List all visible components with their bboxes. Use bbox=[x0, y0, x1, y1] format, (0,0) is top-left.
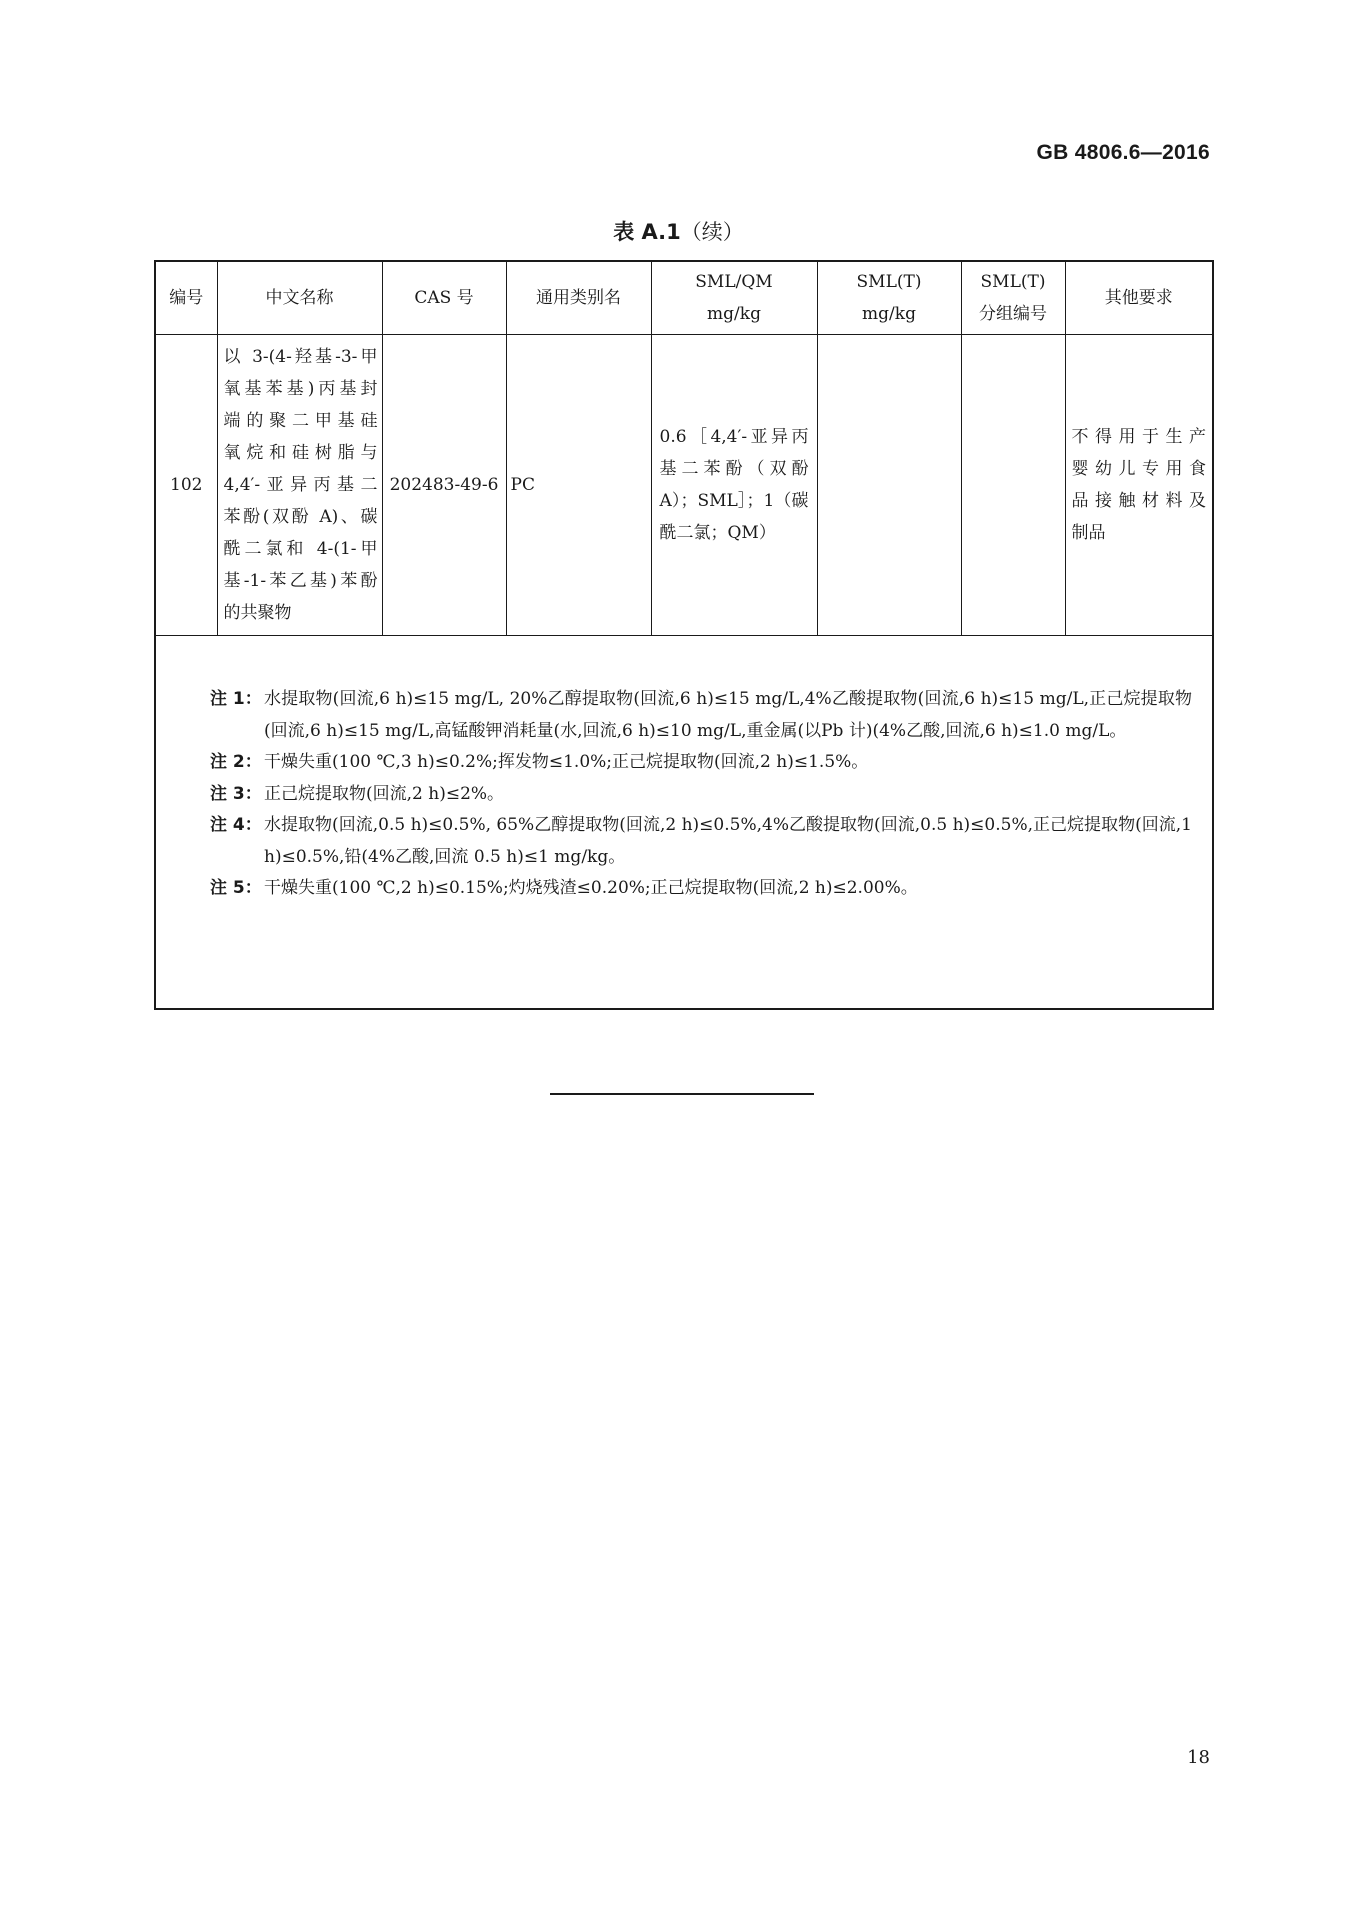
note-2 bbox=[210, 747, 1192, 779]
table-row bbox=[155, 335, 1213, 636]
cell-general-category: PC bbox=[506, 335, 651, 636]
note-text: 干燥失重(100 ℃,3 h)≤0.2%;挥发物≤1.0%;正己烷提取物(回流,2 h)≤1.5%。 bbox=[264, 752, 869, 772]
note-text: 干燥失重(100 ℃,2 h)≤0.15%;灼烧残渣≤0.20%;正己烷提取物(回流,2 h)≤2.00%。 bbox=[264, 878, 918, 898]
note-label: 注 2： bbox=[210, 752, 262, 772]
cell-sml-qm: 0.6［4,4′-亚异丙 基二苯酚（双酚 A）；SML］；1（碳 酰二氯；QM） bbox=[651, 335, 817, 636]
header-other-requirements: 其他要求 bbox=[1065, 261, 1213, 335]
header-general-category: 通用类别名 bbox=[506, 261, 651, 335]
notes-cell bbox=[155, 636, 1213, 1010]
note-label: 注 4： bbox=[210, 815, 262, 835]
header-row bbox=[155, 261, 1213, 335]
notes-list bbox=[210, 684, 1192, 905]
note-label: 注 5： bbox=[210, 878, 262, 898]
note-3 bbox=[210, 779, 1192, 811]
table-caption-suffix: （续） bbox=[680, 220, 744, 244]
header-chinese-name: 中文名称 bbox=[217, 261, 382, 335]
cell-chinese-name: 以 3-(4-羟基-3-甲 氧基苯基)丙基封 端的聚二甲基硅 氧烷和硅树脂与 4,4′-亚异丙基二 苯酚(双酚 A)、碳 酰二氯和 4-(1-甲 基-1-苯乙基)苯酚 的共聚物 bbox=[217, 335, 382, 636]
header-num: 编号 bbox=[155, 261, 217, 335]
table-caption-label: 表 A.1 bbox=[613, 220, 681, 244]
notes-row bbox=[155, 636, 1213, 1010]
cell-sml-t bbox=[817, 335, 961, 636]
header-cas: CAS 号 bbox=[382, 261, 506, 335]
cell-num: 102 bbox=[155, 335, 217, 636]
note-text: 水提取物(回流,0.5 h)≤0.5%, 65%乙醇提取物(回流,2 h)≤0.5%,4%乙酸提取物(回流,0.5 h)≤0.5%,正己烷提取物(回流,1 h)≤0.5%,铅(4%乙酸,回流 0.5 h)≤1 mg/kg。 bbox=[264, 815, 1192, 867]
standard-number: GB 4806.6—2016 bbox=[1036, 141, 1210, 164]
note-label: 注 3： bbox=[210, 783, 262, 804]
note-label: 注 1： bbox=[210, 689, 262, 709]
cell-sml-t-group bbox=[961, 335, 1065, 636]
note-5 bbox=[210, 873, 1192, 905]
note-text: 水提取物(回流,6 h)≤15 mg/L, 20%乙醇提取物(回流,6 h)≤15 mg/L,4%乙酸提取物(回流,6 h)≤15 mg/L,正己烷提取物(回流,6 h)≤15 mg/L,高锰酸钾消耗量(水,回流,6 h)≤10 mg/L,重金属(以Pb 计)(4%乙酸,回流,6 h)≤1.0 mg/L。 bbox=[264, 689, 1192, 741]
cell-cas: 202483-49-6 bbox=[382, 335, 506, 636]
substance-table bbox=[154, 260, 1214, 1010]
header-sml-t: SML(T) mg/kg bbox=[817, 261, 961, 335]
note-1 bbox=[210, 684, 1192, 747]
note-text: 正己烷提取物(回流,2 h)≤2%。 bbox=[264, 783, 505, 804]
table-caption bbox=[0, 216, 1357, 246]
header-sml-t-group: SML(T) 分组编号 bbox=[961, 261, 1065, 335]
page-number: 18 bbox=[1187, 1747, 1210, 1768]
header-sml-qm: SML/QM mg/kg bbox=[651, 261, 817, 335]
note-4 bbox=[210, 810, 1192, 873]
end-of-standard-rule bbox=[550, 1093, 814, 1095]
cell-other-requirements: 不得用于生产 婴幼儿专用食 品接触材料及 制品 bbox=[1065, 335, 1213, 636]
